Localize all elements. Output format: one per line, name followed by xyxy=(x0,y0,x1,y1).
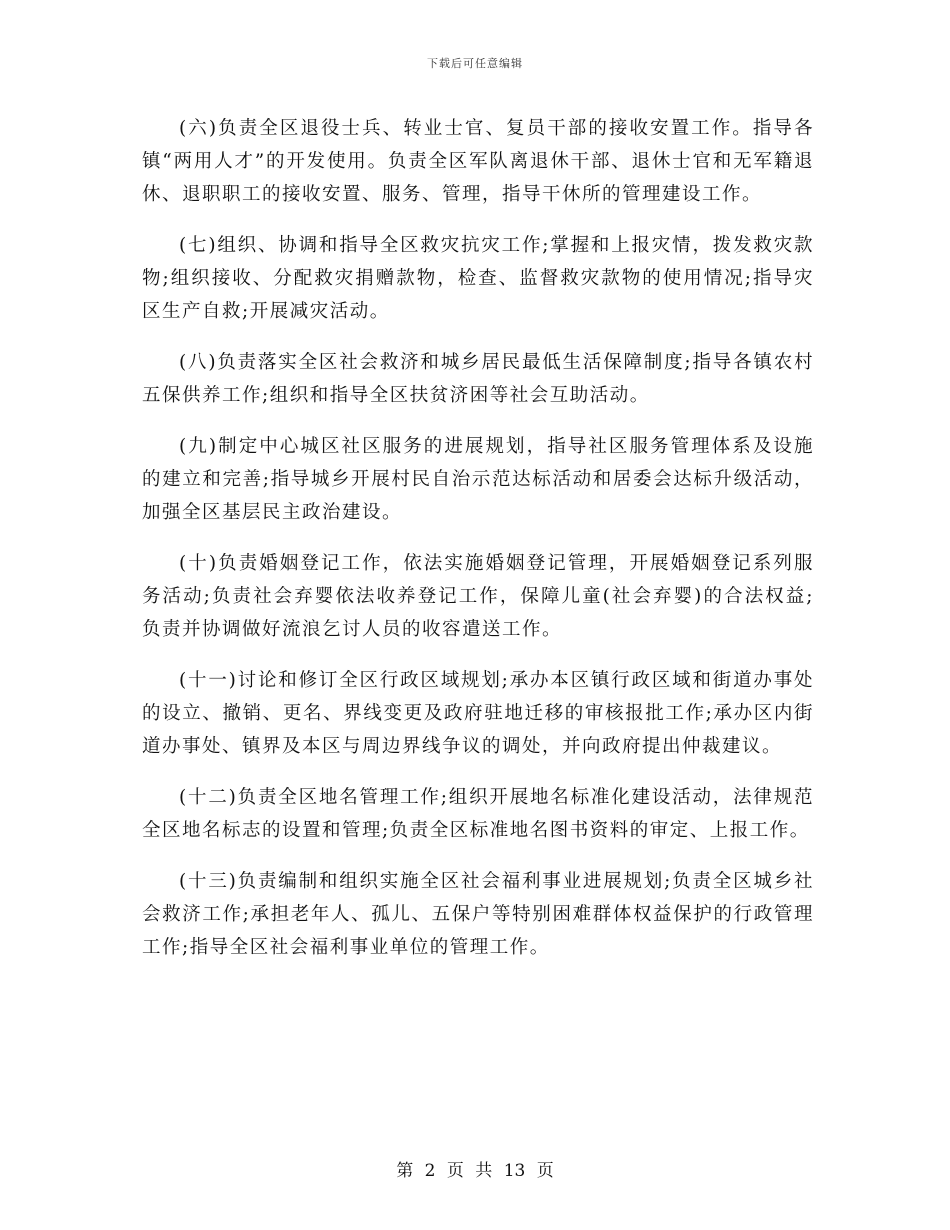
paragraph-10: (十)负责婚姻登记工作，依法实施婚姻登记管理，开展婚姻登记系列服务活动;负责社会弃婴依法收养登记工作，保障儿童(社会弃婴)的合法权益;负责并协调做好流浪乞讨人员的收容遣送工作。 xyxy=(142,553,814,640)
paragraph-11: (十一)讨论和修订全区行政区域规划;承办本区镇行政区域和街道办事处的设立、撤销、更名、界线变更及政府驻地迁移的审核报批工作;承办区内街道办事处、镇界及本区与周边界线争议的调处，并向政府提出仲裁建议。 xyxy=(142,670,814,757)
paragraph-12: (十二)负责全区地名管理工作;组织开展地名标准化建设活动，法律规范全区地名标志的设置和管理;负责全区标准地名图书资料的审定、上报工作。 xyxy=(142,787,814,841)
paragraph-6: (六)负责全区退役士兵、转业士官、复员干部的接收安置工作。指导各镇“两用人才”的开发使用。负责全区军队离退休干部、退休士官和无军籍退休、退职职工的接收安置、服务、管理，指导干休所的管理建设工作。 xyxy=(142,118,814,205)
paragraph-8: (八)负责落实全区社会救济和城乡居民最低生活保障制度;指导各镇农村五保供养工作;组织和指导全区扶贫济困等社会互助活动。 xyxy=(142,352,814,406)
page-header: 下载后可任意编辑 xyxy=(427,57,523,70)
paragraph-7: (七)组织、协调和指导全区救灾抗灾工作;掌握和上报灾情，拨发救灾款物;组织接收、分配救灾捐赠款物，检查、监督救灾款物的使用情况;指导灾区生产自救;开展减灾活动。 xyxy=(142,235,814,322)
document-body xyxy=(142,112,814,982)
page-number: 第 2 页 共 13 页 xyxy=(396,1161,554,1181)
paragraph-13: (十三)负责编制和组织实施全区社会福利事业进展规划;负责全区城乡社会救济工作;承担老年人、孤儿、五保户等特别困难群体权益保护的行政管理工作;指导全区社会福利事业单位的管理工作。 xyxy=(142,871,814,958)
paragraph-9: (九)制定中心城区社区服务的进展规划，指导社区服务管理体系及设施的建立和完善;指导城乡开展村民自治示范达标活动和居委会达标升级活动，加强全区基层民主政治建设。 xyxy=(142,436,814,523)
